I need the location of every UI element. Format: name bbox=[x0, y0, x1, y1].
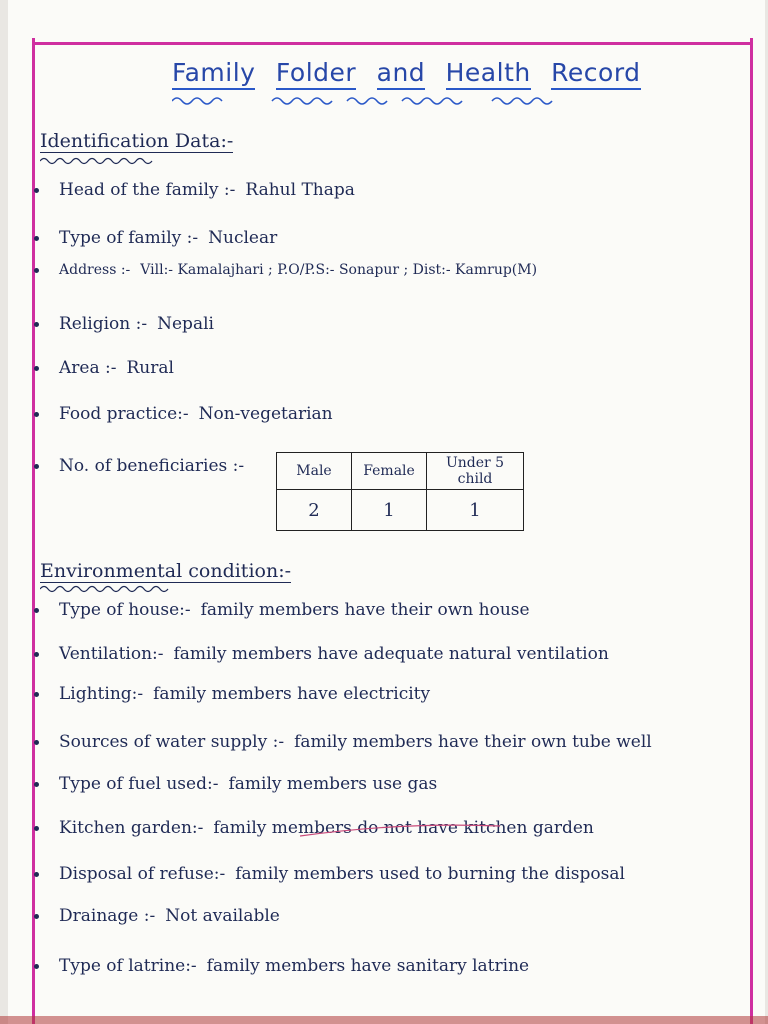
title-word: Record bbox=[551, 58, 640, 90]
list-item-head-of-family: Head of the family :- Rahul Thapa bbox=[34, 180, 355, 200]
list-item-water-supply: Sources of water supply :- family members have their own tube well bbox=[34, 732, 652, 752]
list-item-religion: Religion :- Nepali bbox=[34, 314, 214, 334]
title-word: Family bbox=[172, 58, 255, 90]
bullet-icon bbox=[34, 464, 39, 469]
heading-wavy-underline bbox=[40, 156, 160, 166]
bullet-icon bbox=[34, 268, 39, 273]
bullet-icon bbox=[34, 608, 39, 613]
correction-stroke bbox=[300, 820, 500, 840]
table-row bbox=[277, 453, 524, 490]
table-row bbox=[277, 490, 524, 531]
list-item-area: Area :- Rural bbox=[34, 358, 174, 378]
identification-heading: Identification Data:- bbox=[40, 130, 234, 152]
list-item-lighting: Lighting:- family members have electricity bbox=[34, 684, 430, 704]
bullet-icon bbox=[34, 322, 39, 327]
bullet-icon bbox=[34, 366, 39, 371]
list-item-ventilation: Ventilation:- family members have adequate natural ventilation bbox=[34, 644, 609, 664]
title-word: and bbox=[377, 58, 426, 90]
page-bottom-edge bbox=[0, 1016, 768, 1024]
list-item-type-of-family: Type of family :- Nuclear bbox=[34, 228, 277, 248]
list-item-food-practice: Food practice:- Non-vegetarian bbox=[34, 404, 333, 424]
title-word: Health bbox=[446, 58, 531, 90]
right-margin-line bbox=[750, 38, 753, 1024]
bullet-icon bbox=[34, 872, 39, 877]
bullet-icon bbox=[34, 692, 39, 697]
bullet-icon bbox=[34, 652, 39, 657]
table-cell: 2 bbox=[277, 490, 352, 531]
heading-wavy-underline bbox=[40, 584, 170, 594]
bullet-icon bbox=[34, 188, 39, 193]
environment-heading: Environmental condition:- bbox=[40, 560, 292, 582]
bullet-icon bbox=[34, 782, 39, 787]
list-item-disposal-of-refuse: Disposal of refuse:- family members used to burning the disposal bbox=[34, 864, 625, 884]
bullet-icon bbox=[34, 236, 39, 241]
title-squiggle-underline bbox=[172, 95, 562, 107]
top-margin-line bbox=[32, 42, 752, 45]
bullet-icon bbox=[34, 964, 39, 969]
beneficiaries-table bbox=[276, 452, 524, 531]
bullet-icon bbox=[34, 740, 39, 745]
list-item-latrine: Type of latrine:- family members have sanitary latrine bbox=[34, 956, 529, 976]
page-title bbox=[172, 58, 653, 87]
bullet-icon bbox=[34, 826, 39, 831]
list-item-drainage: Drainage :- Not available bbox=[34, 906, 280, 926]
list-item-kitchen-garden: Kitchen garden:- family members do not have kitchen garden bbox=[34, 818, 594, 838]
list-item-address: Address :- Vill:- Kamalajhari ; P.O/P.S:- Sonapur ; Dist:- Kamrup(M) bbox=[34, 262, 537, 278]
table-cell: 1 bbox=[352, 490, 427, 531]
title-word: Folder bbox=[276, 58, 356, 90]
table-cell: 1 bbox=[427, 490, 524, 531]
list-item-fuel-used: Type of fuel used:- family members use gas bbox=[34, 774, 437, 794]
table-header-cell: Under 5 child bbox=[427, 453, 524, 490]
table-header-cell: Female bbox=[352, 453, 427, 490]
bullet-icon bbox=[34, 914, 39, 919]
list-item-type-of-house: Type of house:- family members have their own house bbox=[34, 600, 530, 620]
table-header-cell: Male bbox=[277, 453, 352, 490]
bullet-icon bbox=[34, 412, 39, 417]
list-item-beneficiaries: No. of beneficiaries :- bbox=[34, 456, 254, 476]
